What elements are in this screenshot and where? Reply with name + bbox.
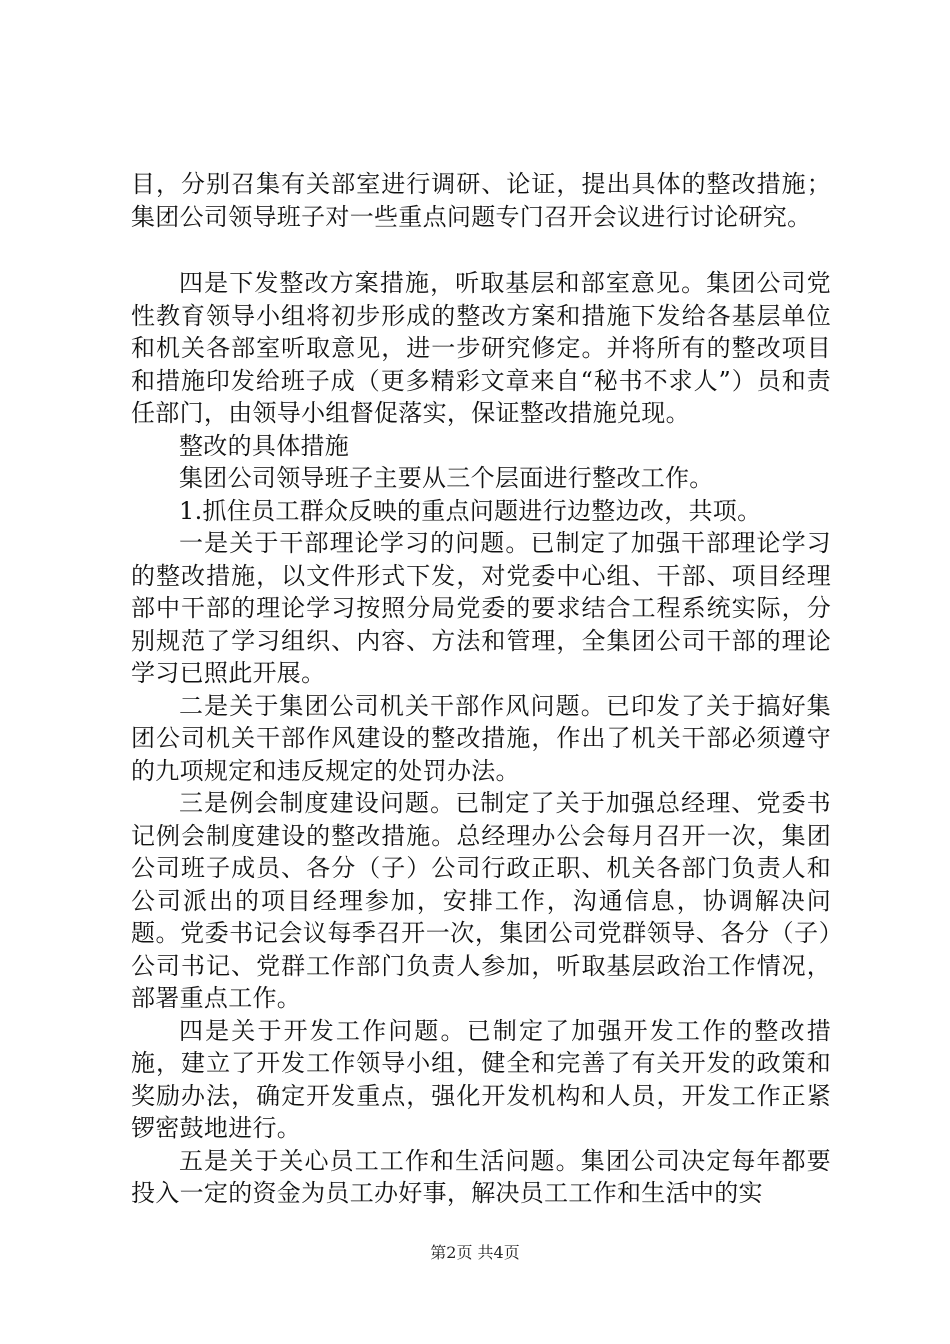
document-body — [131, 168, 831, 1210]
paragraph-work-style: 二是关于集团公司机关干部作风问题。已印发了关于搞好集团公司机关干部作风建设的整改措施，作出了机关干部必须遵守的九项规定和违反规定的处罚办法。 — [131, 691, 831, 785]
paragraph-theory-study: 一是关于干部理论学习的问题。已制定了加强干部理论学习的整改措施，以文件形式下发，对党委中心组、干部、项目经理部中干部的理论学习按照分局党委的要求结合工程系统实际，分别规范了学习组织、内容、方法和管理，全集团公司干部的理论学习已照此开展。 — [131, 529, 831, 687]
paragraph-intro: 集团公司领导班子主要从三个层面进行整改工作。 — [179, 464, 714, 492]
paragraph-continuation: 目，分别召集有关部室进行调研、论证，提出具体的整改措施；集团公司领导班子对一些重点问题专门召开会议进行讨论研究。 — [131, 170, 831, 231]
list-item-heading: 1.抓住员工群众反映的重点问题进行边整边改，共项。 — [179, 496, 762, 525]
paragraph-staff-welfare: 五是关于关心员工工作和生活问题。集团公司决定每年都要投入一定的资金为员工办好事，解决员工工作和生活中的实 — [131, 1146, 831, 1207]
paragraph-development: 四是关于开发工作问题。已制定了加强开发工作的整改措施，建立了开发工作领导小组，健全和完善了有关开发的政策和奖励办法，确定开发重点，强化开发机构和人员，开发工作正紧锣密鼓地进行。 — [131, 1016, 831, 1142]
paragraph-meeting-system: 三是例会制度建设问题。已制定了关于加强总经理、党委书记例会制度建设的整改措施。总经理办公会每月召开一次，集团公司班子成员、各分（子）公司行政正职、机关各部门负责人和公司派出的项目经理参加，安排工作，沟通信息，协调解决问题。党委书记会议每季召开一次，集团公司党群领导、各分（子）公司书记、党群工作部门负责人参加，听取基层政治工作情况，部署重点工作。 — [131, 789, 831, 1012]
section-heading: 整改的具体措施 — [179, 431, 350, 460]
paragraph-rectification-plan: 四是下发整改方案措施，听取基层和部室意见。集团公司党性教育领导小组将初步形成的整改方案和措施下发给各基层单位和机关各部室听取意见，进一步研究修定。并将所有的整改项目和措施印发给班子成（更多精彩文章来自“秘书不求人”）员和责任部门，由领导小组督促落实，保证整改措施兑现。 — [131, 269, 831, 427]
page-number: 第2页 共4页 — [430, 1243, 520, 1262]
page-footer — [0, 1243, 950, 1263]
